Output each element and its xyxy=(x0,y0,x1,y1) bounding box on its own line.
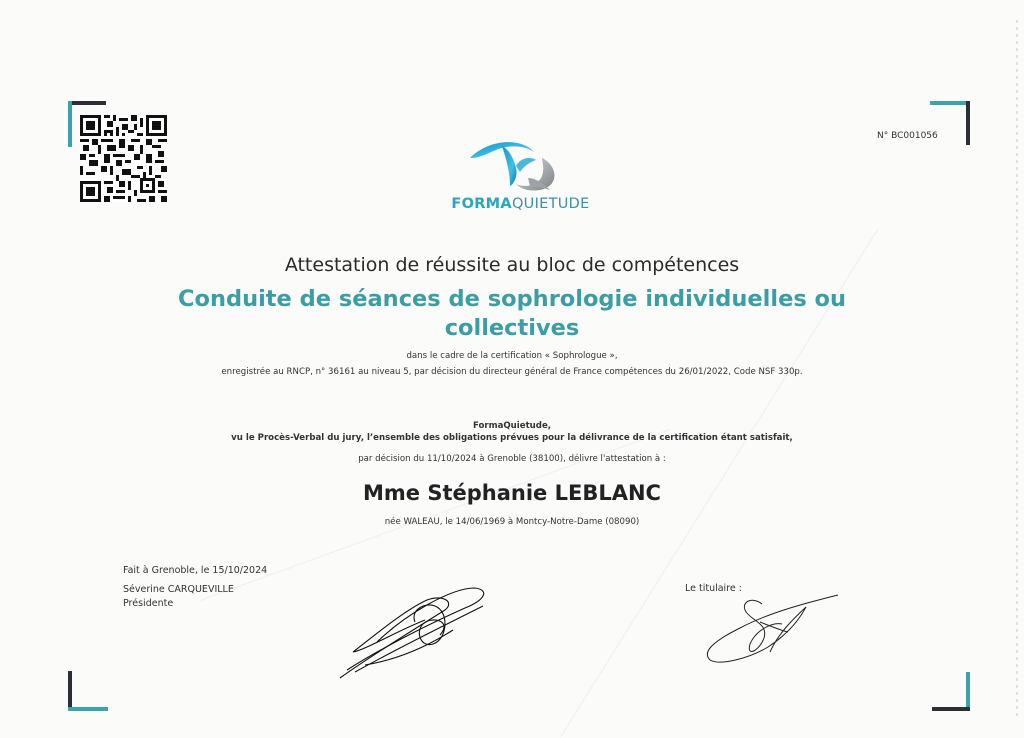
brand-part-quietude: QUIETUDE xyxy=(511,196,590,212)
corner-bracket-bottom-left-horizontal xyxy=(68,707,108,711)
brand-part-forma: FORMA xyxy=(451,196,512,212)
decision-statement: par décision du 11/10/2024 à Grenoble (38100), délivre l'attestation à : xyxy=(358,454,666,464)
corner-bracket-bottom-right-horizontal xyxy=(932,707,970,711)
issuer-name: FormaQuietude, xyxy=(472,421,552,431)
corner-bracket-bottom-right-vertical xyxy=(966,672,970,711)
corner-bracket-top-right-vertical xyxy=(966,101,970,145)
recipient-birth-details: née WALEAU, le 14/06/1969 à Montcy-Notre-Dame (08090) xyxy=(384,517,640,527)
corner-bracket-top-right-horizontal xyxy=(930,101,970,105)
corner-bracket-top-left-vertical xyxy=(68,101,72,147)
signatory-role: Présidente xyxy=(123,598,174,609)
competence-block-title: Conduite de séances de sophrologie individuelles ou collectives xyxy=(177,286,847,341)
place-and-date: Fait à Grenoble, le 15/10/2024 xyxy=(123,565,268,576)
attestation-heading: Attestation de réussite au bloc de compétences xyxy=(284,254,740,276)
corner-bracket-top-left-horizontal xyxy=(68,101,106,105)
president-signature-icon xyxy=(335,580,495,680)
certification-context-line-2: enregistrée au RNCP, n° 36161 au niveau 5, par décision du directeur général de France compétences du 26/01/2022, Code NSF 330p. xyxy=(221,367,803,377)
recipient-name: Mme Stéphanie LEBLANC xyxy=(363,481,661,505)
holder-signature-label: Le titulaire : xyxy=(685,583,742,594)
certification-context-line-1: dans le cadre de la certification « Sophrologue », xyxy=(406,351,618,361)
qr-code-icon[interactable] xyxy=(80,115,167,202)
holder-signature-icon xyxy=(700,592,840,667)
signatory-name: Séverine CARQUEVILLE xyxy=(123,584,234,595)
certificate-number: N° BC001056 xyxy=(877,131,938,141)
jury-statement: vu le Procès-Verbal du jury, l’ensemble des obligations prévues pour la délivrance de la certification étant satisfait, xyxy=(231,433,793,443)
signatory-block xyxy=(123,564,267,611)
brand-wordmark xyxy=(433,196,608,212)
corner-bracket-bottom-left-vertical xyxy=(68,671,72,711)
